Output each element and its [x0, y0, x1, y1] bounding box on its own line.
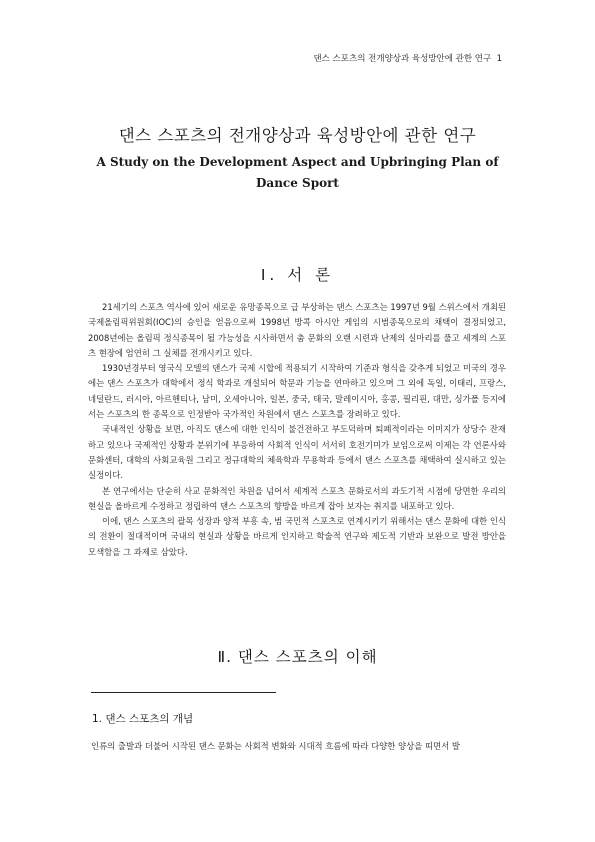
paper-title-english: A Study on the Development Aspect and Upbringing Plan of Dance Sport	[96, 155, 499, 190]
paragraph: 국내적인 상황을 보면, 아직도 댄스에 대한 인식이 불건전하고 부도덕하며 퇴폐적이라는 이미지가 상당수 잔재하고 있으나 국제적인 상황과 분위기에 부응하여 사회적 인식이 서서히 호전기미가 보임으로써 이제는 각 언론사와 문화센터, 대학의 사회교육원 그리고 정규대학의 체육학과 무용학과 등에서 댄스 스포츠를 채택하여 실시하고 있는 실정이다.	[88, 424, 506, 481]
introduction-body	[88, 300, 506, 560]
paragraph: 본 연구에서는 단순히 사교 문화적인 차원을 넘어서 세계적 스포츠 문화로서의 과도기적 시점에 당면한 우리의 현실을 올바르게 수정하고 정립하여 댄스 스포츠의 향방을 바르게 잡아 보자는 취지를 내포하고 있다.	[88, 485, 506, 511]
subsection-heading-concept: 1. 댄스 스포츠의 개념	[92, 713, 194, 725]
body-text-line: 인류의 출발과 더불어 시작된 댄스 문화는 사회적 변화와 시대적 흐름에 따라 다양한 양상을 띠면서 발	[91, 741, 460, 751]
paragraph: 21세기의 스포츠 역사에 있어 새로운 유망종목으로 급 부상하는 댄스 스포츠는 1997년 9월 스위스에서 개최된 국제올림픽위원회(IOC)의 승인을 얻음으로써 1998년 방콕 아시안 게임의 시범종목으로의 채택이 결정되었고, 2008년에는 올림픽 정식종목이 될 가능성을 시사하면서 춤 문화의 오랜 시련과 난제의 실마리를 풀고 세계의 스포츠 현장에 엄연히 그 실체를 전개시키고 있다.	[88, 302, 506, 358]
paragraph: 1930년경부터 영국식 모델의 댄스가 국제 시합에 적용되기 시작하여 기준과 형식을 갖추게 되었고 미국의 경우에는 댄스 스포츠가 대학에서 정식 학과로 개설되어 학문과 기능을 연마하고 있으며 그 외에 독일, 이태리, 프랑스, 네덜란드, 러시아, 아르헨티나, 남미, 오세아니아, 일본, 중국, 태국, 말레이시아, 홍콩, 필리핀, 대만, 싱가폴 등지에서는 스포츠의 한 종목으로 인정받아 국가적인 차원에서 댄스 스포츠를 장려하고 있다.	[88, 363, 506, 420]
running-header	[313, 52, 502, 64]
paper-title-korean: 댄스 스포츠의 전개양상과 육성방안에 관한 연구	[118, 126, 477, 145]
page-number: 1	[496, 54, 502, 64]
section-heading-understanding: Ⅱ. 댄스 스포츠의 이해	[217, 648, 378, 666]
running-title: 댄스 스포츠의 전개양상과 육성방안에 관한 연구	[313, 54, 492, 64]
section-heading-introduction: Ⅰ. 서 론	[260, 266, 335, 284]
divider-line	[91, 692, 276, 693]
paragraph: 이에, 댄스 스포츠의 괄목 성장과 양적 부흥 속, 범 국민적 스포츠로 연계시키기 위해서는 댄스 문화에 대한 인식의 전환이 절대적이며 국내의 현실과 상황을 바르게 인지하고 학술적 연구와 제도적 기반과 보완으로 발전 방안을 모색함을 그 과제로 삼았다.	[88, 516, 506, 557]
